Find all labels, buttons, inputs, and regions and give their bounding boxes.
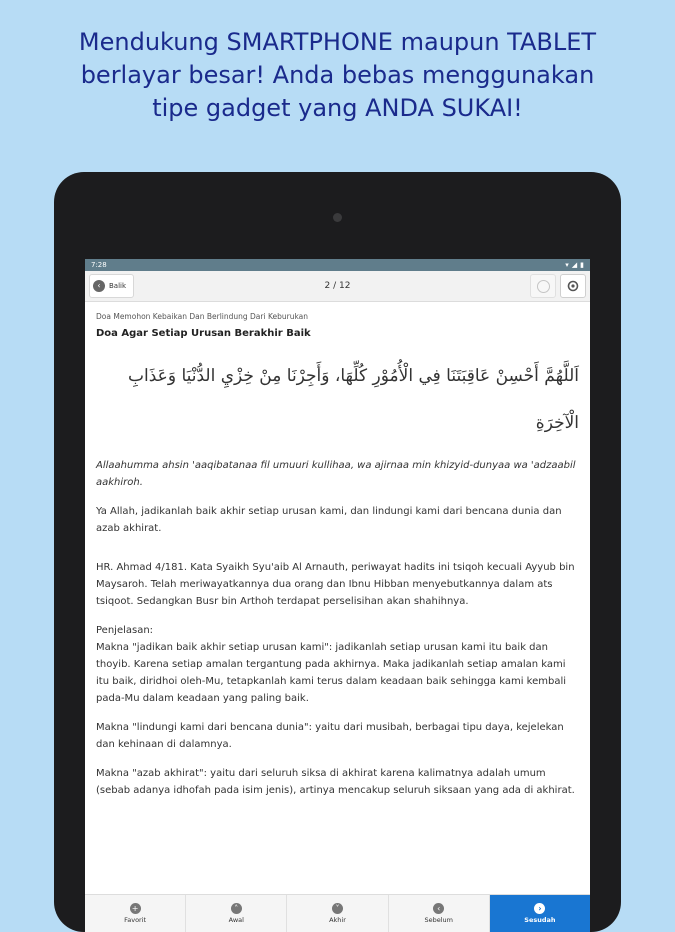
wifi-icon: ▾ <box>565 261 569 269</box>
status-time: 7:28 <box>91 261 107 269</box>
signal-icon: ◢ <box>571 261 578 269</box>
chevron-left-icon: ‹ <box>433 903 444 914</box>
bookmark-toggle-button[interactable] <box>530 274 556 298</box>
nav-sebelum-button[interactable] <box>389 895 490 932</box>
explanation-heading: Penjelasan: <box>96 625 154 636</box>
category-label: Doa Memohon Kebaikan Dan Berlindung Dari Keburukan <box>96 312 309 321</box>
explanation-paragraph-3: Makna "azab akhirat": yaitu dari seluruh siksa di akhirat karena kalimatnya adalah umum (sebab adanya idhofah pada isim jenis), artinya mencakup seluruh siksaan yang ada di akhirat. <box>96 768 575 796</box>
promo-line-3: tipe gadget yang ANDA SUKAI! <box>152 94 523 122</box>
doa-title: Doa Agar Setiap Urusan Berakhir Baik <box>96 328 311 339</box>
nav-akhir-button[interactable] <box>287 895 388 932</box>
chevron-double-up-icon: ˄ <box>231 903 242 914</box>
hadith-source: HR. Ahmad 4/181. Kata Syaikh Syu'aib Al Arnauth, periwayat hadits ini tsiqoh kecuali Ayyub bin Maysaroh. Telah meriwayatkannya dua orang dan Ibnu Hibban menyebutkannya dalam ats tsiqoot. Sedangkan Busr bin Arthoh terdapat perselisihan akan shahihnya. <box>96 562 575 607</box>
page-indicator: 2 / 12 <box>324 281 351 291</box>
nav-awal-label: Awal <box>228 916 244 924</box>
gear-icon <box>567 280 579 292</box>
nav-awal-button[interactable] <box>186 895 287 932</box>
latin-transliteration: Allaahumma ahsin 'aaqibatanaa fil umuuri kullihaa, wa ajirnaa min khizyid-dunyaa wa 'adzaabil aakhiroh. <box>96 460 576 488</box>
doa-content <box>85 302 590 799</box>
explanation-paragraph-2: Makna "lindungi kami dari bencana dunia": yaitu dari musibah, berbagai tipu daya, kejelekan dan kehinaan di dalamnya. <box>96 722 564 750</box>
status-bar <box>85 259 590 271</box>
nav-sebelum-label: Sebelum <box>424 916 453 924</box>
back-button[interactable] <box>89 274 134 298</box>
explanation-paragraph-1: Makna "jadikan baik akhir setiap urusan kami": jadikanlah setiap urusan kami itu baik dan thoyib. Karena setiap amalan tergantung pada akhirnya. Maka jadikanlah setiap amalan kami itu baik, diridhoi oleh-Mu, tetapkanlah kami terus dalam keadaan baik sehingga kami kembali pada-Mu dalam keadaan yang paling baik. <box>96 642 567 704</box>
circle-outline-icon <box>537 280 550 293</box>
promo-line-1: Mendukung SMARTPHONE maupun TABLET <box>78 28 597 56</box>
nav-akhir-label: Akhir <box>329 916 346 924</box>
battery-icon: ▮ <box>580 261 584 269</box>
tablet-frame <box>54 172 621 932</box>
nav-sesudah-label: Sesudah <box>524 916 556 924</box>
explanation-block <box>96 622 579 707</box>
nav-favorit-button[interactable] <box>85 895 186 932</box>
translation-text: Ya Allah, jadikanlah baik akhir setiap urusan kami, dan lindungi kami dari bencana dunia dan azab akhirat. <box>96 506 562 534</box>
nav-favorit-label: Favorit <box>124 916 147 924</box>
back-label: Balik <box>109 282 127 290</box>
system-icons <box>565 259 584 271</box>
promo-line-2: berlayar besar! Anda bebas menggunakan <box>80 61 595 89</box>
camera-icon <box>333 213 342 222</box>
toolbar <box>85 271 590 302</box>
chevron-right-icon: › <box>534 903 545 914</box>
chevron-double-down-icon: ˅ <box>332 903 343 914</box>
promo-headline <box>0 26 675 125</box>
arrow-left-icon: ‹ <box>93 280 105 292</box>
toolbar-actions <box>530 274 586 298</box>
nav-sesudah-button[interactable] <box>490 895 590 932</box>
arabic-text: اَللَّهُمَّ أَحْسِنْ عَاقِبَتَنَا فِي الْأُمُوْرِ كُلِّهَا، وَأَجِرْنَا مِنْ خِزْيِ الدُّنْيَا وَعَذَابِ الْآخِرَةِ <box>128 366 579 433</box>
settings-button[interactable] <box>560 274 586 298</box>
plus-icon: + <box>130 903 141 914</box>
app-screen <box>85 259 590 932</box>
